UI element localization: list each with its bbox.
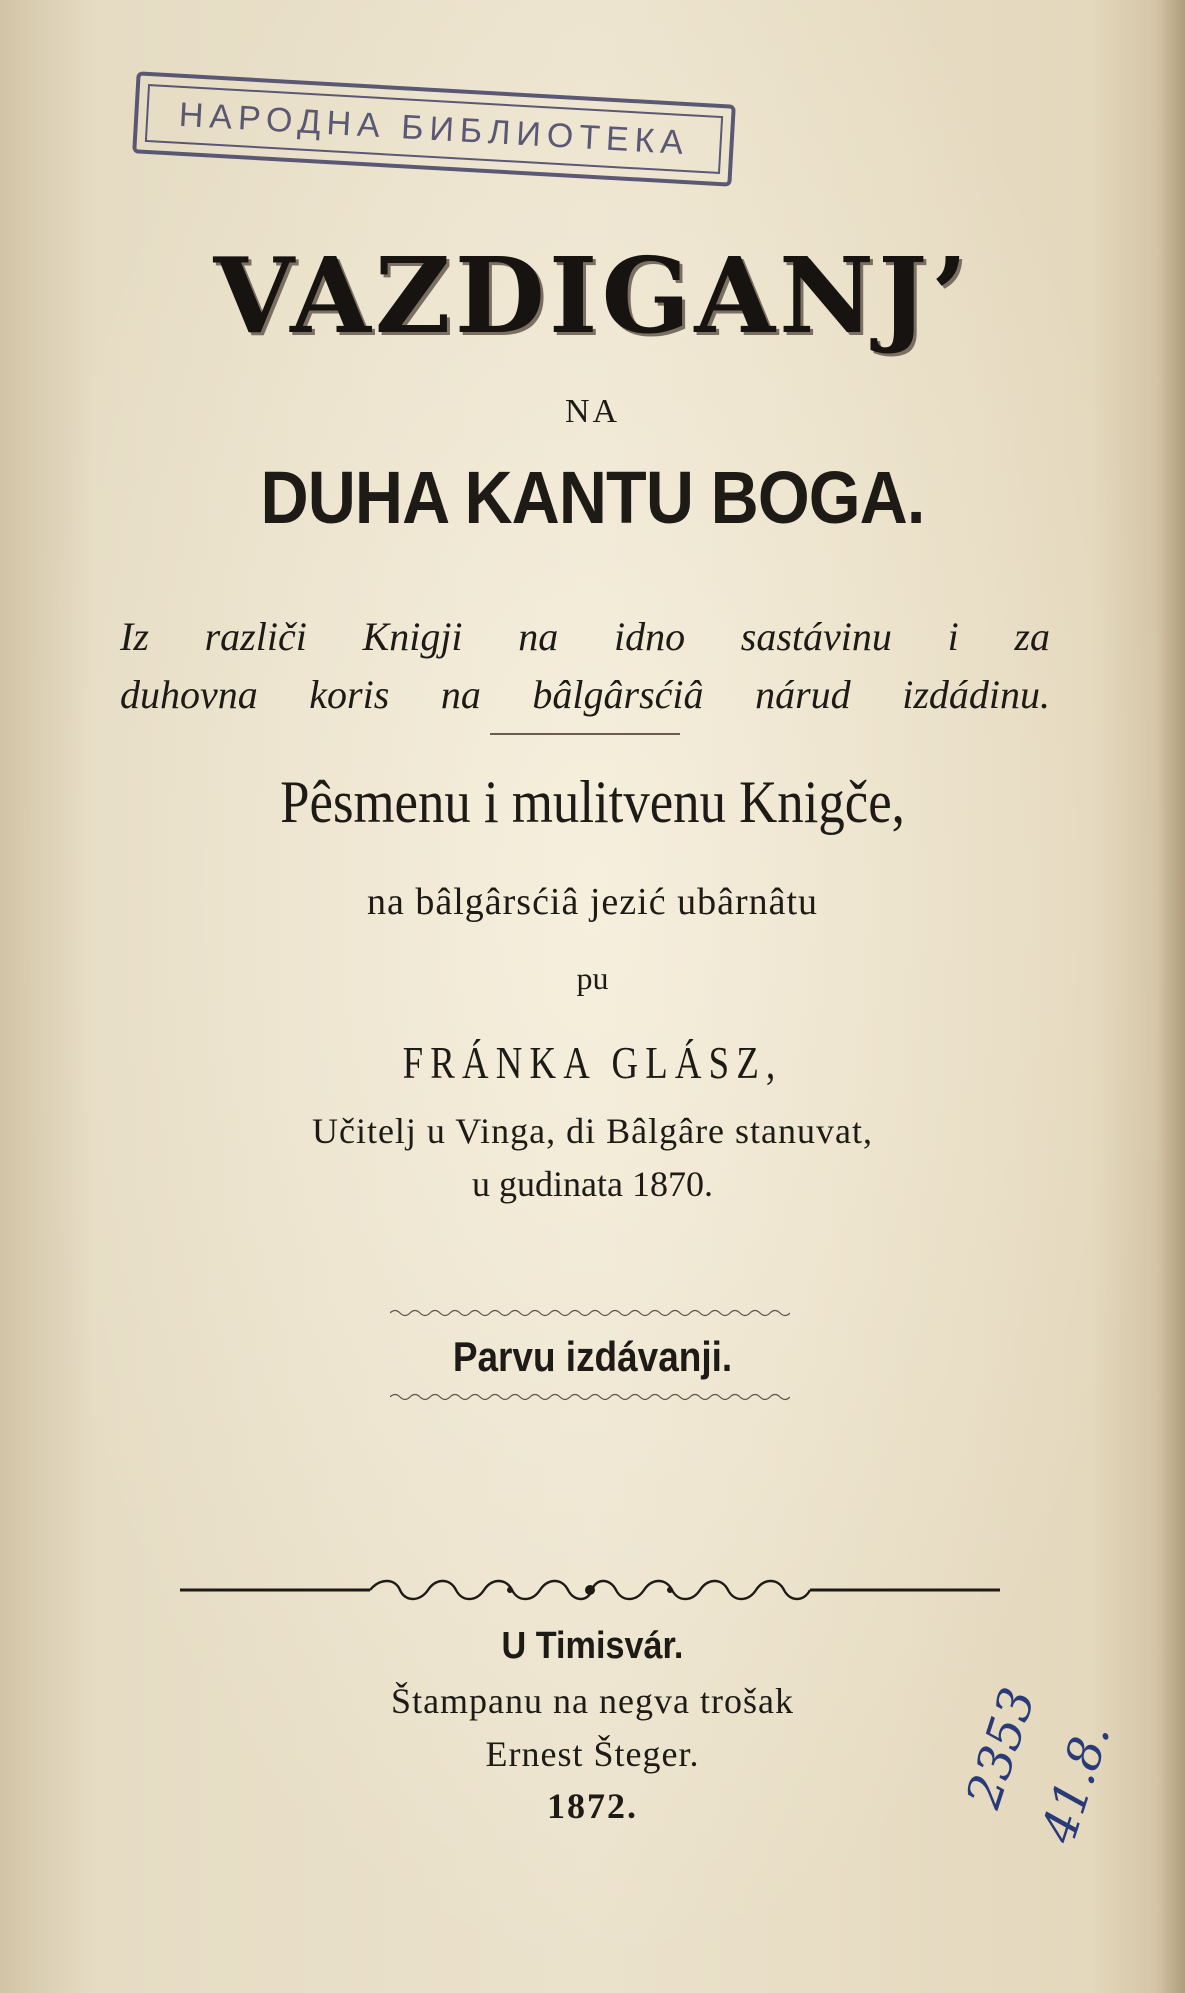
book-subject: DUHA KANTU BOGA. <box>260 456 925 539</box>
author-role: Učitelj u Vinga, di Bâlgâre stanuvat, <box>311 1111 874 1151</box>
imprint-printed: Štampanu na negva trošak <box>391 1681 794 1721</box>
library-stamp-text: НАРОДНА БИБЛИОТЕКА <box>177 95 691 162</box>
description <box>120 608 1050 724</box>
imprint-year: 1872. <box>547 1786 638 1826</box>
handwritten-shelfmark <box>920 1681 1122 1870</box>
author-name: FRÁNKA GLÁSZ, <box>402 1037 783 1088</box>
library-stamp <box>132 71 736 186</box>
compiled-year: u gudinata 1870. <box>472 1164 713 1204</box>
book-title: VAZDIGANJ’ <box>213 234 972 357</box>
wavy-rule-top <box>390 1308 790 1318</box>
by-line: pu <box>576 960 609 996</box>
imprint-printer: Ernest Šteger. <box>485 1734 700 1774</box>
imprint-city: U Timisvár. <box>501 1625 684 1667</box>
handwritten-number-1: 2353 <box>955 1681 1047 1815</box>
wavy-rule-bottom <box>390 1392 790 1402</box>
ornamental-rule <box>180 1570 1000 1610</box>
handwritten-number-2: 41.8. <box>1030 1716 1122 1850</box>
title-connector: NA <box>564 393 621 430</box>
songbook-title: Pêsmenu i mulitvenu Knigče, <box>280 769 905 835</box>
language-line: na bâlgârsćiâ jezić ubârnâtu <box>366 881 819 923</box>
description-line-1: Iz različi Knigji na idno sastávinu i za <box>120 614 1050 659</box>
description-line-2: duhovna koris na bâlgârsćiâ nárud izdádinu. <box>120 672 1050 717</box>
divider-rule <box>490 733 680 735</box>
library-stamp-frame <box>145 84 723 174</box>
edition-label: Parvu izdávanji. <box>452 1333 733 1380</box>
